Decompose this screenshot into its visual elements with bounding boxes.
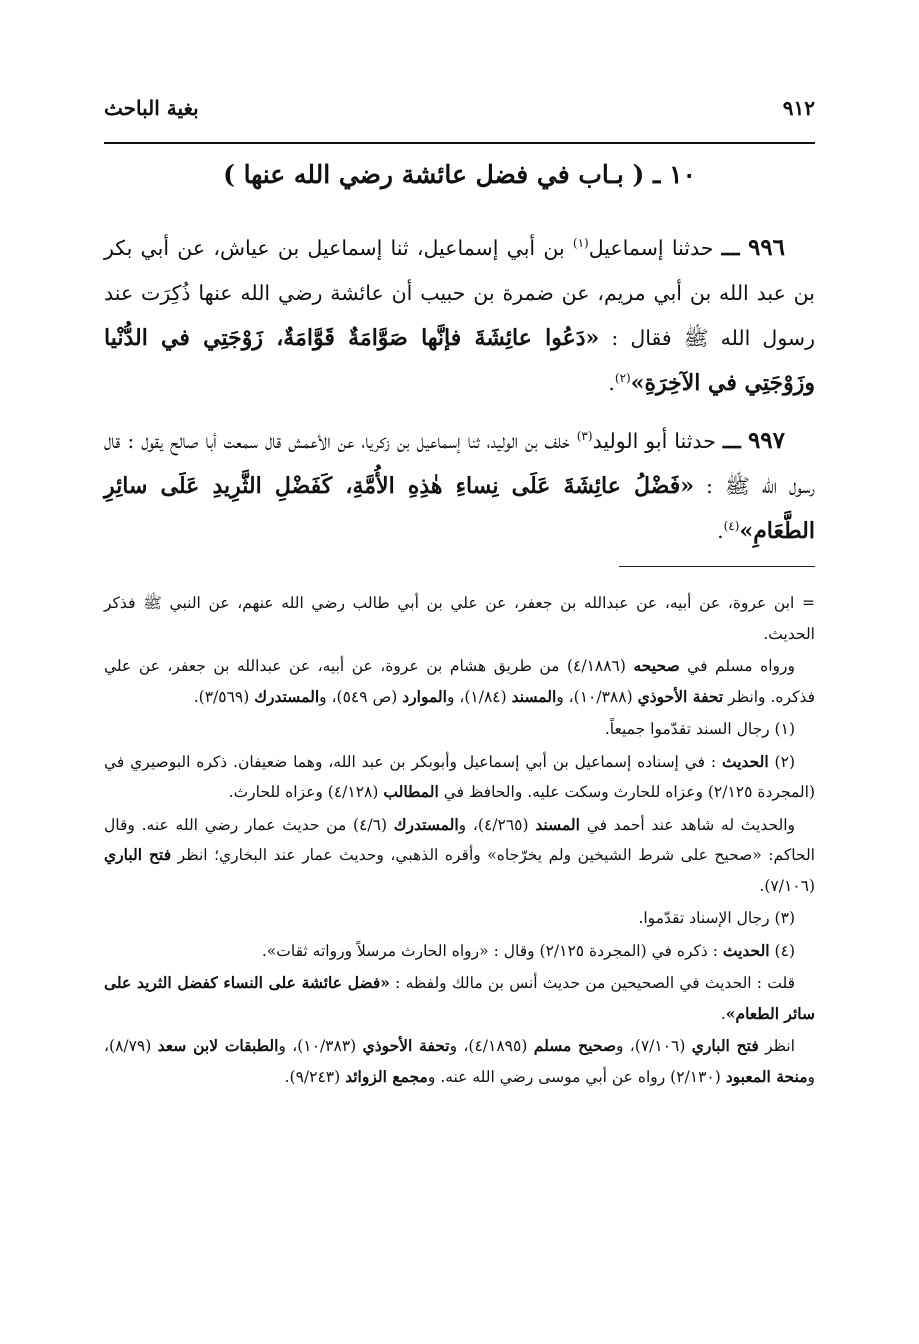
note-text: (٢/١٣٠) رواه عن أبي موسى رضي الله عنه. و bbox=[427, 1067, 721, 1086]
hadith-end: . bbox=[608, 371, 615, 395]
note-text: انظر bbox=[765, 1037, 795, 1055]
note-text: (ص ٥٤٩)، و bbox=[319, 687, 398, 706]
prophetic-quote: «فَضْلُ عائِشَةَ عَلَى نِساءِ هٰذِهِ الأُمَّةِ، كَفَضْلِ الثَّرِيدِ عَلَى سائِرِ الطَّعَامِ» bbox=[104, 473, 815, 544]
note-text: (٣/٥٦٩). bbox=[193, 687, 250, 706]
note-text: (٧/١٠٦). bbox=[759, 876, 815, 895]
note-keyword: الحديث bbox=[722, 940, 770, 960]
footnote-ref: (١) bbox=[572, 236, 589, 251]
footnote-ref: (٢) bbox=[614, 371, 631, 386]
source-title: مجمع الزوائد bbox=[345, 1066, 428, 1086]
source-title: المستدرك bbox=[393, 814, 459, 834]
note-text: (٤/١٨٩٥)، و bbox=[449, 1037, 528, 1055]
main-text bbox=[104, 225, 815, 566]
note-paragraph bbox=[104, 810, 815, 902]
note-text: (١/٨٤)، و bbox=[446, 687, 507, 706]
source-title: تحفة الأحوذي bbox=[362, 1036, 450, 1055]
book-title: بغية الباحث bbox=[104, 96, 199, 120]
hadith-997 bbox=[104, 418, 815, 554]
note-text: : في إسناده إسماعيل بن أبي إسماعيل وأبوبكر بن عبد الله، وهما ضعيفان. ذكره البوصيري في (المجردة ٢/١٢٥) وعزاه للحارث وسكت عليه. والحافظ في bbox=[104, 752, 815, 801]
hadith-text: حدثنا إسماعيل bbox=[588, 236, 714, 260]
hadith-996 bbox=[104, 225, 815, 406]
hadith-text: خلف بن الوليد، ثنا إسماعيل بن زكريا، عن الأعمش قال سمعت أبا صالح يقول : قال رسول الله ﷺ : bbox=[104, 429, 815, 498]
page-number: ٩١٢ bbox=[782, 96, 815, 120]
footnote-ref: (٤) bbox=[723, 519, 740, 534]
prophetic-quote: «دَعُوا عائِشَةَ فإنَّها صَوَّامَةٌ قَوَّامَةٌ، زَوْجَتِي في الدُّنْيا وزَوْجَتِي في الآخِرَةِ» bbox=[104, 325, 815, 396]
note-text: (٤/١٨٨٦) من طريق هشام بن عروة، عن أبيه، عن عبدالله بن جعفر، عن علي فذكره. وانظر bbox=[104, 657, 815, 706]
note-text: . bbox=[720, 1004, 726, 1023]
note-text: (٩/٢٤٣). bbox=[284, 1067, 341, 1086]
source-title: المسند bbox=[511, 686, 557, 706]
note-text: والحديث له شاهد عند أحمد في bbox=[586, 815, 795, 834]
source-title: فتح الباري bbox=[104, 845, 172, 864]
footnotes bbox=[104, 588, 815, 1094]
source-title: منحة المعبود bbox=[725, 1066, 808, 1086]
source-title: صحيح مسلم bbox=[533, 1036, 616, 1055]
footnote-2 bbox=[104, 747, 815, 808]
page-header bbox=[104, 92, 815, 128]
hadith-end: . bbox=[717, 519, 724, 543]
source-title: الطبقات لابن سعد bbox=[157, 1036, 279, 1055]
source-title: فتح الباري bbox=[691, 1036, 759, 1055]
note-paragraph bbox=[104, 651, 815, 712]
footnote-number: (٢) bbox=[774, 752, 795, 771]
note-paragraph bbox=[104, 968, 815, 1029]
footnote-ref: (٣) bbox=[576, 429, 593, 444]
source-title: المسند bbox=[535, 814, 580, 834]
note-text: (٤/١٢٨) وعزاه للحارث. bbox=[228, 783, 379, 801]
note-text: ورواه مسلم في bbox=[687, 657, 795, 675]
footnote-separator bbox=[619, 566, 815, 567]
note-text: (٨/٧٩)، و bbox=[104, 1037, 815, 1086]
note-text: : ذكره في (المجردة ٢/١٢٥) وقال : «رواه الحارث مرسلاً ورواته ثقات». bbox=[261, 941, 718, 960]
note-keyword: الحديث bbox=[721, 751, 769, 771]
hadith-number: ٩٩٧ bbox=[747, 427, 785, 454]
hadith-text: حدثنا أبو الوليد bbox=[592, 429, 716, 453]
quoted-hadith: «فضل عائشة على النساء كفضل الثريد على سائر الطعام» bbox=[104, 973, 815, 1023]
footnote-4 bbox=[104, 936, 815, 967]
source-title: المستدرك bbox=[254, 686, 320, 706]
note-text: (٤/٢٦٥)، و bbox=[458, 815, 529, 834]
note-paragraph bbox=[104, 1031, 815, 1092]
source-title: تحفة الأحوذي bbox=[637, 686, 724, 706]
hadith-dash: ـــ bbox=[722, 429, 741, 453]
source-title: صحيحه bbox=[633, 656, 680, 675]
note-continuation: = ابن عروة، عن أبيه، عن عبدالله بن جعفر، عن علي بن أبي طالب رضي الله عنهم، عن النبي ﷺ فذكر الحديث. bbox=[104, 594, 815, 643]
footnote-number: (٤) bbox=[774, 941, 795, 960]
hadith-text: بن أبي إسماعيل، ثنا إسماعيل بن عياش، عن أبي بكر بن عبد الله بن أبي مريم، عن ضمرة بن حبيب أن عائشة رضي الله عنها ذُكِرَت عند رسول الله ﷺ فقال : bbox=[104, 236, 815, 350]
hadith-number: ٩٩٦ bbox=[747, 234, 785, 261]
note-text: (٤/٦) من حديث عمار رضي الله عنه. وقال الحاكم: «صحيح على شرط الشيخين ولم يخرّجاه» وأقره الذهبي، وحديث عمار عند البخاري؛ انظر bbox=[104, 815, 815, 864]
chapter-title: ١٠ ـ ( بـاب في فضل عائشة رضي الله عنها ) bbox=[223, 160, 696, 189]
note-text: (٧/١٠٦)، و bbox=[615, 1037, 686, 1055]
source-title: المطالب bbox=[383, 782, 439, 801]
note-text: (١٠/٣٨٨)، و bbox=[556, 687, 633, 706]
note-text: قلت : الحديث في الصحيحين من حديث أنس بن مالك ولفظه : bbox=[395, 974, 795, 992]
hadith-dash: ـــ bbox=[721, 236, 740, 260]
header-rule bbox=[104, 142, 815, 144]
footnote-3: (٣) رجال الإسناد تقدّموا. bbox=[638, 909, 795, 927]
source-title: الموارد bbox=[402, 686, 447, 706]
note-text: (١٠/٣٨٣)، و bbox=[278, 1037, 357, 1055]
footnote-1: (١) رجال السند تقدّموا جميعاً. bbox=[604, 720, 795, 738]
